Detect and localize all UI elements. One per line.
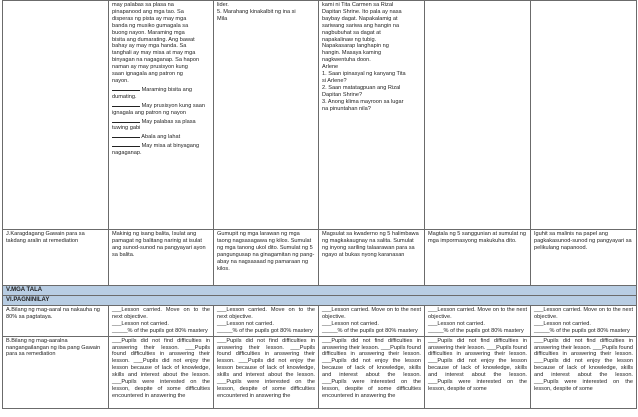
text-line: banda ng musiko gumagala sa bbox=[112, 22, 189, 29]
text-line: _____% of the pupils got 80% mastery bbox=[217, 327, 313, 334]
text-line: bahay ay may mga handa. Sa bbox=[112, 43, 187, 50]
blank-item-text: May palabas sa plasa tuwing gabi bbox=[112, 118, 196, 132]
text-line: ___Lesson carried. Move on to the next objective. bbox=[217, 307, 315, 320]
text-line: ___Lesson not carried. bbox=[217, 320, 274, 327]
row-b-cell: ___Pupils did not find difficulties in answering their lesson. ___Pupils found difficulties in answering their lesson. ___Pupils did not enjoy the lesson because of lack of knowledge, skills and interest about the lesson. ___Pupils were interested on the lesson, despite of some bbox=[531, 336, 637, 408]
text-line: _____% of the pupils got 80% mastery bbox=[112, 327, 208, 334]
text-line: lider. bbox=[217, 2, 229, 8]
text-line: ___Lesson carried. Move on to the next objective. bbox=[112, 307, 210, 320]
remediation-cell: Makinig ng isang balita, Isulat ang pamagat ng balitang narinig at isulat ang sunod-sunod na pangyayari ayon sa balita. bbox=[109, 230, 214, 286]
text-line: si Arlene? bbox=[322, 77, 347, 84]
remediation-cell: Gumupit ng mga larawan ng mga taong nagsasagawa ng kilos. Sumulat ng mga tanong ukol dito. Sumulat ng 5 pangungusap na ginagamitan ng pang-abay na nagsasaad ng pamaraan ng kilos. bbox=[214, 230, 319, 286]
text-line: ___Lesson carried. Move on to the next objective. bbox=[322, 307, 421, 320]
section-header-mga-tala: V.MGA TALA bbox=[3, 286, 637, 296]
top-label-cell bbox=[3, 1, 109, 230]
blank-line bbox=[112, 117, 140, 123]
text-line: nagbubuhat sa dagat at bbox=[322, 29, 381, 36]
top-cell-col6 bbox=[531, 1, 637, 230]
text-line: nagkwentuha doon. bbox=[322, 57, 371, 64]
blank-item-text: May misa at binyagang nagaganap. bbox=[112, 143, 200, 157]
row-a-cell bbox=[214, 306, 319, 337]
row-a-cell bbox=[425, 306, 531, 337]
top-cell-col5 bbox=[425, 1, 531, 230]
text-line: ___Lesson not carried. bbox=[322, 320, 379, 327]
blank-item bbox=[112, 101, 210, 117]
blank-line bbox=[112, 85, 140, 91]
blank-line bbox=[112, 132, 140, 138]
blank-item-text: Maraming bisita ang dumating. bbox=[112, 86, 192, 100]
text-line: nayon. bbox=[112, 77, 129, 84]
table-row-top bbox=[3, 1, 637, 230]
text-line: na pinuntahan nila? bbox=[322, 105, 371, 112]
blank-line bbox=[112, 101, 140, 107]
blank-line bbox=[112, 141, 140, 147]
text-line: _____% of the pupils got 80% mastery bbox=[322, 327, 418, 334]
text-line: pinapanood ang mga tao. Sa bbox=[112, 8, 184, 15]
top-cell-col2 bbox=[109, 1, 214, 230]
table-row-a bbox=[3, 306, 637, 337]
text-line: Mila bbox=[217, 15, 228, 22]
row-b-cell: ___Pupils did not find difficulties in answering their lesson. ___Pupils found difficulties in answering their lesson. ___Pupils did not enjoy the lesson because of lack of knowledge, skills and interest about the lesson. ___Pupils were interested on the lesson, despite of some difficulties encountered in answering the bbox=[109, 336, 214, 408]
text-line: 3. Anong klima mayroon sa lugar bbox=[322, 98, 404, 105]
blank-item-text: May prusisyon kung saan ignagala ang patron ng nayon bbox=[112, 102, 205, 116]
top-cell-col3 bbox=[214, 1, 319, 230]
text-line: Napakasarap langhapin ng bbox=[322, 43, 389, 50]
text-line: buong nayon. Maraming mga bbox=[112, 29, 185, 36]
text-line: Arlene bbox=[322, 64, 339, 71]
text-line: tanghali ay may misa at may mga bbox=[112, 50, 196, 57]
remediation-label: J.Karagdagang Gawain para sa takdang aralin at remediation bbox=[3, 230, 109, 286]
blank-item bbox=[112, 141, 210, 157]
text-line: ___Lesson not carried. bbox=[428, 320, 485, 327]
blank-item bbox=[112, 85, 210, 101]
top-cell-col4 bbox=[319, 1, 425, 230]
lesson-plan-table bbox=[2, 0, 637, 409]
text-line: napakalinaw ng tubig. bbox=[322, 36, 377, 43]
text-line: hangin. Masaya kaming bbox=[322, 50, 382, 57]
remediation-cell: Magtala ng 5 sanggunian at sumulat ng mga impormasyong makukuha dito. bbox=[425, 230, 531, 286]
remediation-cell: Iguhit sa malinis na papel ang pagkakasunod-sunod ng pangyayari sa pelikulang napanood. bbox=[531, 230, 637, 286]
text-line: binyagan na nagaganap. Sa hapon bbox=[112, 57, 200, 64]
text-line: ___Lesson not carried. bbox=[112, 320, 169, 327]
text-line: 2. Saan matatagpuan ang Rizal bbox=[322, 84, 401, 91]
text-line: _____% of the pupils got 80% mastery bbox=[428, 327, 524, 334]
section-header-pagninilay: VI.PAGNINILAY bbox=[3, 296, 637, 306]
text-line: saan ignagala ang patron ng bbox=[112, 71, 183, 78]
row-a-cell bbox=[109, 306, 214, 337]
row-a-cell bbox=[531, 306, 637, 337]
table-row-section-v bbox=[3, 286, 637, 296]
text-line: kami ni Tita Carmen sa Rizal bbox=[322, 2, 394, 8]
text-line: sariwang sariwa ang hangin na bbox=[322, 22, 400, 29]
row-b-cell: ___Pupils did not find difficulties in answering their lesson. ___Pupils found difficulties in answering their lesson. ___Pupils did not enjoy the lesson because of lack of knowledge, skills and interest about the lesson. ___Pupils were interested on the lesson, despite of some difficulties encountered in answering the bbox=[214, 336, 319, 408]
row-a-cell bbox=[319, 306, 425, 337]
row-a-label: A.Bilang ng mag-aaral na nakauha ng 80% sa pagtataya. bbox=[3, 306, 109, 337]
text-line: bisita ang dumarating. Ang bawat bbox=[112, 36, 195, 43]
text-line: naman ay may prusisyon kung bbox=[112, 64, 188, 71]
text-line: 5. Marahang kinakalbit ng ina si bbox=[217, 8, 296, 15]
text-line: ___Lesson not carried. bbox=[534, 320, 591, 327]
text-line: ___Lesson carried. Move on to the next objective. bbox=[428, 307, 527, 320]
text-line: may palabas sa plasa na bbox=[112, 2, 174, 8]
table-row-section-vi bbox=[3, 296, 637, 306]
blank-item-text: Abala ang lahat bbox=[141, 134, 181, 141]
remediation-cell: Magsulat sa kwaderno ng 5 halimbawa ng magkakaugnay na salita. Sumulat ng inyong sariling talaarawan para sa ngayo at bukas nyong karanasan bbox=[319, 230, 425, 286]
text-line: disperas ng pista ay may mga bbox=[112, 15, 187, 22]
table-row-b bbox=[3, 336, 637, 408]
row-b-cell: ___Pupils did not find difficulties in answering their lesson. ___Pupils found difficulties in answering their lesson. ___Pupils did not enjoy the lesson because of lack of knowledge, skills and interest about the lesson. ___Pupils were interested on the lesson, despite of some bbox=[425, 336, 531, 408]
text-line: Dapitan Shrine. Ito pala ay nasa bbox=[322, 8, 402, 15]
text-line: ___Lesson carried. Move on to the next objective. bbox=[534, 307, 633, 320]
text-line: Dapitan Shrine? bbox=[322, 91, 363, 98]
row-b-cell: ___Pupils did not find difficulties in answering their lesson. ___Pupils found difficulties in answering their lesson. ___Pupils did not enjoy the lesson because of lack of knowledge, skills and interest about the lesson. ___Pupils were interested on the lesson, despite of some difficulties encountered in answering the bbox=[319, 336, 425, 408]
row-b-label: B.Bilang ng mag-aaralna nangangailangan ng iba pang Gawain para sa remediation bbox=[3, 336, 109, 408]
text-line: baybay dagat. Napakalamig at bbox=[322, 15, 398, 22]
text-line: _____% of the pupils got 80% mastery bbox=[534, 327, 630, 334]
blank-item bbox=[112, 117, 210, 133]
blank-item bbox=[112, 132, 210, 141]
text-line: 1. Saan ipinasyal ng kanyang Tita bbox=[322, 71, 406, 78]
table-row-remediation bbox=[3, 230, 637, 286]
